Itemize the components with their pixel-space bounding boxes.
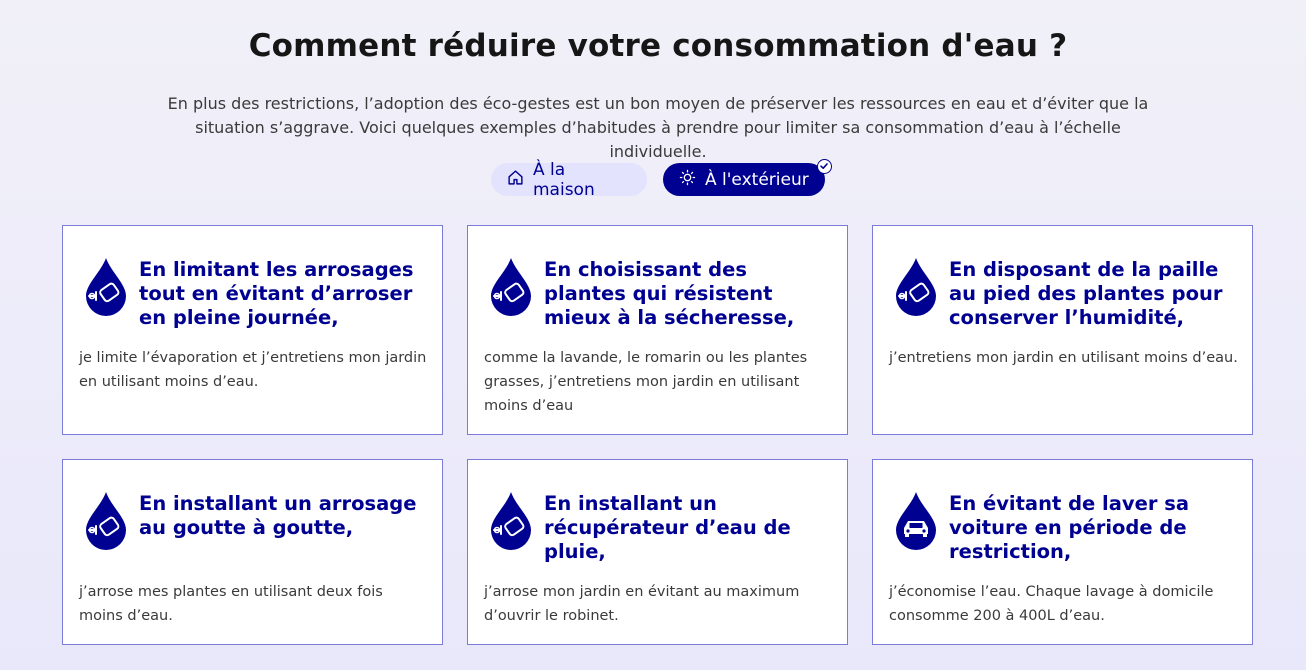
card-title: En limitant les arrosages tout en évitant d’arroser en pleine journée, [139, 258, 414, 329]
tab-group [0, 159, 1306, 200]
home-icon [507, 169, 524, 191]
eco-card [62, 459, 443, 645]
card-text: comme la lavande, le romarin ou les plantes grasses, j’entretiens mon jardin en utilisant moins d’eau [484, 350, 808, 414]
hose-drop-icon [83, 490, 129, 550]
car-drop-icon [893, 490, 939, 550]
card-title: En installant un récupérateur d’eau de pluie, [544, 492, 791, 563]
hose-drop-icon [83, 256, 129, 316]
page-intro: En plus des restrictions, l’adoption des éco-gestes est un bon moyen de préserver les ressources en eau et d’éviter que la situation s’aggrave. Voici quelques exemples d’habitudes à prendre pour limiter sa consommation d’eau à l’échelle individuelle. [167, 94, 1149, 161]
card-text: je limite l’évaporation et j’entretiens mon jardin en utilisant moins d’eau. [79, 350, 427, 390]
eco-card [872, 225, 1253, 435]
eco-gestures-grid [62, 225, 1253, 645]
hose-drop-icon [488, 490, 534, 550]
page-title: Comment réduire votre consommation d'eau ? [248, 28, 1068, 64]
card-title: En évitant de laver sa voiture en période de restriction, [949, 492, 1190, 563]
card-title: En disposant de la paille au pied des plantes pour conserver l’humidité, [949, 258, 1223, 329]
eco-card [62, 225, 443, 435]
card-text: j’entretiens mon jardin en utilisant moins d’eau. [889, 350, 1238, 366]
tab-outdoor-label: À l'extérieur [705, 169, 809, 190]
hose-drop-icon [488, 256, 534, 316]
card-title: En installant un arrosage au goutte à goutte, [139, 492, 417, 539]
sun-icon [679, 169, 696, 191]
hose-drop-icon [893, 256, 939, 316]
eco-card [872, 459, 1253, 645]
tab-home-label: À la maison [533, 159, 595, 200]
eco-card [467, 459, 848, 645]
selected-check-icon [817, 159, 832, 174]
eco-card [467, 225, 848, 435]
card-text: j’économise l’eau. Chaque lavage à domicile consomme 200 à 400L d’eau. [889, 584, 1214, 624]
tab-home[interactable] [491, 159, 647, 200]
card-text: j’arrose mon jardin en évitant au maximum d’ouvrir le robinet. [484, 584, 800, 624]
card-text: j’arrose mes plantes en utilisant deux fois moins d’eau. [79, 584, 383, 624]
tab-outdoor[interactable] [663, 163, 825, 196]
card-title: En choisissant des plantes qui résistent mieux à la sécheresse, [544, 258, 795, 329]
